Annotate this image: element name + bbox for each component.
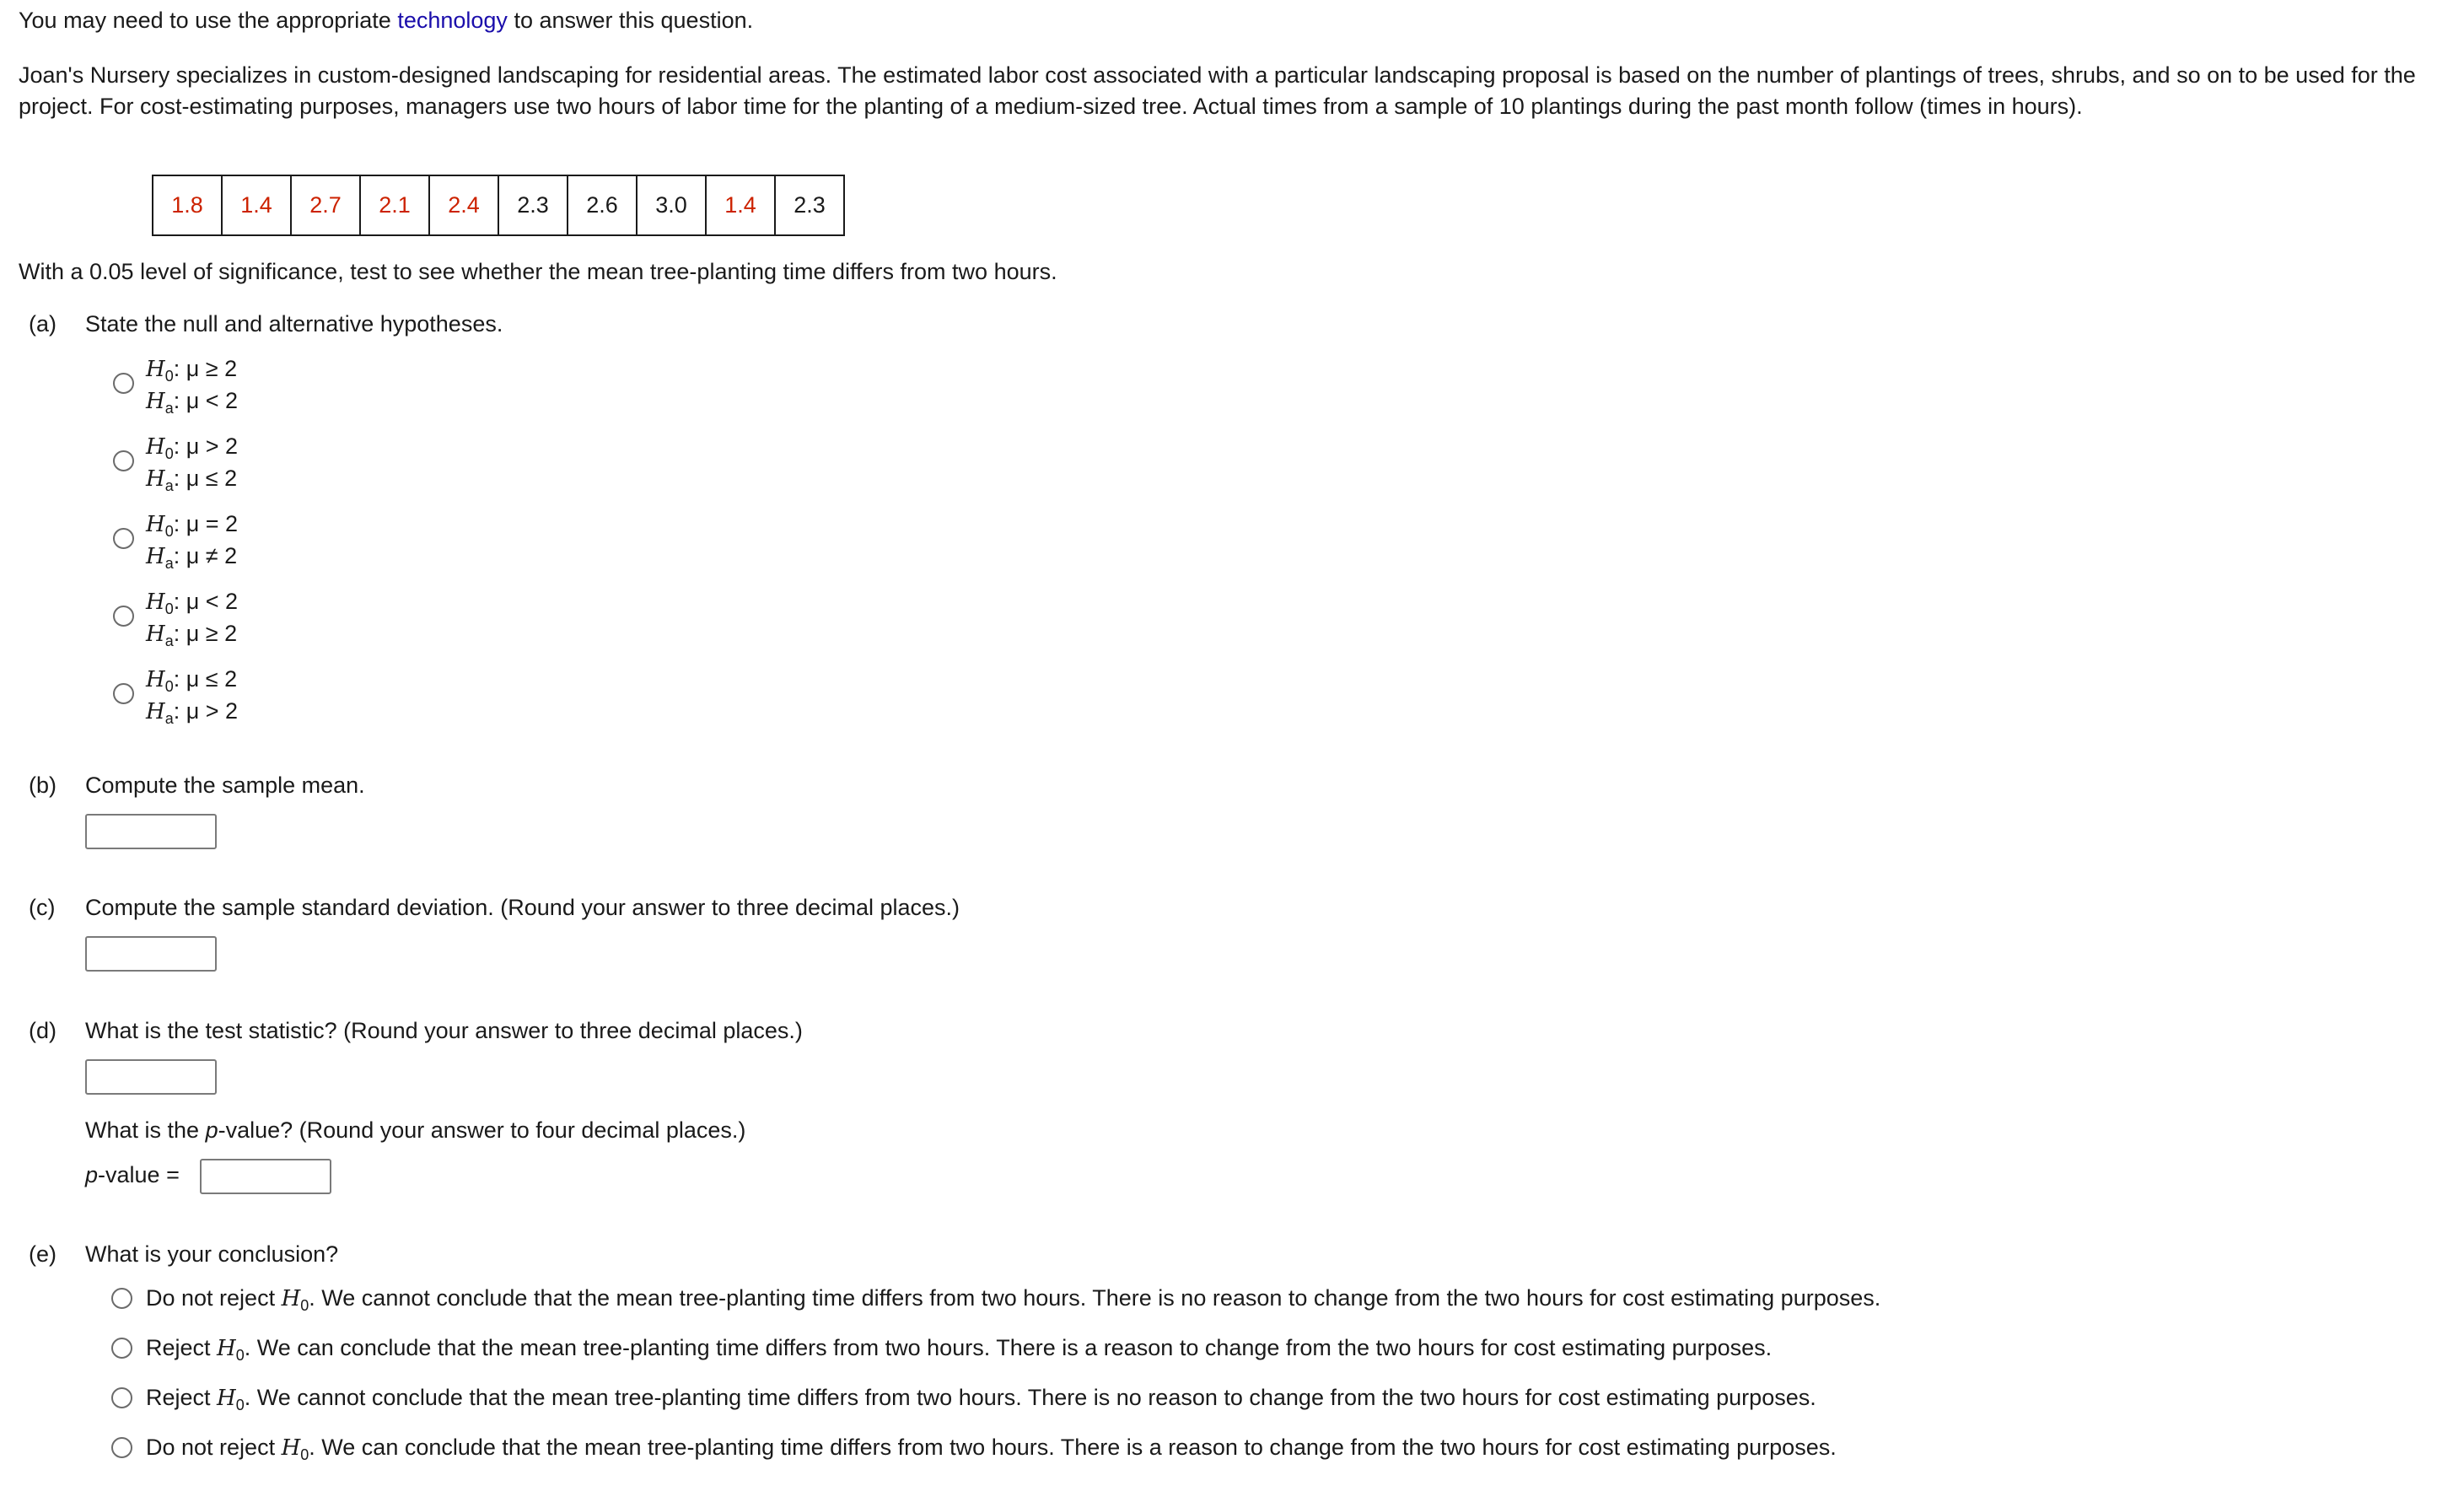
data-value: 1.8 [171,192,203,218]
pvalue-input[interactable] [200,1159,331,1194]
conclusion-lead: Do not reject [146,1285,282,1311]
data-value: 2.6 [586,192,618,218]
data-cell [429,175,498,235]
pvalue-prompt-pre: What is the [85,1117,206,1143]
h0-subscript: 0 [235,1397,245,1413]
ha-relation: : μ ≤ 2 [173,466,238,491]
pvalue-label-p: p [85,1162,99,1187]
conclusion-text: . We cannot conclude that the mean tree-planting time differs from two hours. There is no reason to change from the two hours for cost estimating purposes. [244,1385,1816,1410]
part-a-letter: (a) [29,311,56,337]
conclusion-radio-3[interactable] [111,1387,132,1408]
h0-line [146,353,238,385]
hypothesis-option-3[interactable] [146,509,238,573]
data-value: 3.0 [655,192,687,218]
h0-subscript: 0 [300,1446,309,1463]
ha-subscript: a [164,633,174,649]
conclusion-option-4[interactable] [146,1432,1837,1464]
ha-subscript: a [164,477,174,494]
pvalue-prompt [85,1117,745,1144]
pvalue-label-text: -value = [98,1162,180,1187]
h0-symbol: H [281,1435,301,1461]
h0-line [146,664,238,696]
conclusion-text: . We cannot conclude that the mean tree-planting time differs from two hours. There is no reason to change from the two hours for cost estimating purposes. [309,1285,1881,1311]
ha-line [146,696,238,728]
data-cell [360,175,429,235]
h0-symbol: H [146,357,165,382]
intro-line [19,8,753,34]
ha-subscript: a [164,400,174,417]
h0-subscript: 0 [164,368,174,385]
intro-text: You may need to use the appropriate [19,8,398,33]
conclusion-option-2[interactable] [146,1333,1772,1365]
significance-text: With a 0.05 level of significance, test to see whether the mean tree-planting time differs from two hours. [19,259,1057,284]
part-e-prompt: What is your conclusion? [85,1241,339,1267]
ha-line [146,541,238,573]
h0-symbol: H [146,590,165,615]
h0-subscript: 0 [164,445,174,462]
h0-relation: : μ ≥ 2 [173,356,238,381]
h0-subscript: 0 [300,1297,309,1314]
data-cell [706,175,775,235]
ha-symbol: H [146,699,165,724]
data-table [152,175,845,236]
ha-relation: : μ ≠ 2 [173,543,238,568]
h0-symbol: H [146,512,165,537]
data-value: 1.4 [240,192,272,218]
pvalue-prompt-p: p [205,1117,218,1143]
conclusion-option-1[interactable] [146,1283,1880,1315]
part-d-letter: (d) [29,1018,56,1043]
problem-statement: Joan's Nursery specializes in custom-designed landscaping for residential areas. The estimated labor cost associated with a particular landscaping proposal is based on the number of plantings of trees, shrubs, and so on to be used for the project. For cost-estimating purposes, managers use two hours of labor time for the planting of a medium-sized tree. Actual times from a sample of 10 plantings during the past month follow (times in hours). [19,62,2416,119]
part-a-prompt: State the null and alternative hypotheses. [85,311,503,337]
h0-subscript: 0 [164,600,174,617]
part-c-prompt: Compute the sample standard deviation. (Round your answer to three decimal places.) [85,895,960,920]
ha-subscript: a [164,710,174,727]
conclusion-lead: Reject [146,1335,218,1360]
ha-relation: : μ > 2 [173,698,239,724]
hypothesis-radio-3[interactable] [113,528,134,549]
conclusion-lead: Do not reject [146,1435,282,1460]
pvalue-prompt-post: -value? (Round your answer to four decimal places.) [218,1117,746,1143]
data-value: 2.3 [794,192,826,218]
h0-symbol: H [146,434,165,460]
data-value: 2.4 [448,192,480,218]
sample-std-dev-input[interactable] [85,936,217,972]
conclusion-radio-4[interactable] [111,1437,132,1458]
ha-relation: : μ ≥ 2 [173,621,238,646]
hypothesis-radio-5[interactable] [113,683,134,704]
h0-relation: : μ = 2 [173,511,239,536]
part-b-letter: (b) [29,773,56,798]
h0-symbol: H [217,1386,236,1411]
data-value: 1.4 [724,192,756,218]
part-b-prompt: Compute the sample mean. [85,773,365,798]
h0-subscript: 0 [164,678,174,695]
hypothesis-option-1[interactable] [146,353,238,417]
data-value: 2.3 [517,192,549,218]
data-cell [775,175,844,235]
ha-symbol: H [146,466,165,492]
ha-relation: : μ < 2 [173,388,239,413]
conclusion-option-3[interactable] [146,1382,1816,1414]
data-cell [568,175,637,235]
hypothesis-radio-2[interactable] [113,450,134,471]
data-cell [153,175,222,235]
data-row [153,175,844,235]
part-d-prompt: What is the test statistic? (Round your answer to three decimal places.) [85,1018,803,1043]
h0-symbol: H [146,667,165,692]
h0-line [146,509,238,541]
conclusion-lead: Reject [146,1385,218,1410]
data-cell [291,175,360,235]
h0-symbol: H [217,1336,236,1361]
hypothesis-option-4[interactable] [146,586,238,650]
h0-relation: : μ ≤ 2 [173,666,238,692]
part-e-letter: (e) [29,1241,56,1267]
ha-line [146,463,238,495]
h0-relation: : μ < 2 [173,589,239,614]
h0-relation: : μ > 2 [173,433,239,459]
intro-text-end: to answer this question. [507,8,754,33]
data-cell [637,175,706,235]
h0-symbol: H [281,1286,301,1311]
data-value: 2.7 [309,192,342,218]
ha-subscript: a [164,555,174,572]
test-statistic-input[interactable] [85,1059,217,1095]
hypothesis-option-2[interactable] [146,431,238,495]
h0-line [146,431,238,463]
conclusion-radio-2[interactable] [111,1338,132,1359]
hypothesis-option-5[interactable] [146,664,238,728]
pvalue-label [85,1162,180,1188]
ha-symbol: H [146,389,165,414]
technology-link[interactable]: technology [397,8,508,33]
h0-subscript: 0 [235,1347,245,1364]
data-cell [222,175,291,235]
conclusion-text: . We can conclude that the mean tree-planting time differs from two hours. There is a reason to change from the two hours for cost estimating purposes. [309,1435,1837,1460]
part-c-letter: (c) [29,895,56,920]
sample-mean-input[interactable] [85,814,217,849]
conclusion-radio-1[interactable] [111,1288,132,1309]
hypothesis-radio-1[interactable] [113,373,134,394]
h0-line [146,586,238,618]
data-cell [498,175,568,235]
ha-symbol: H [146,544,165,569]
conclusion-text: . We can conclude that the mean tree-planting time differs from two hours. There is a reason to change from the two hours for cost estimating purposes. [244,1335,1773,1360]
ha-symbol: H [146,622,165,647]
hypothesis-radio-4[interactable] [113,606,134,627]
h0-subscript: 0 [164,523,174,540]
ha-line [146,618,238,650]
ha-line [146,385,238,417]
data-value: 2.1 [379,192,411,218]
